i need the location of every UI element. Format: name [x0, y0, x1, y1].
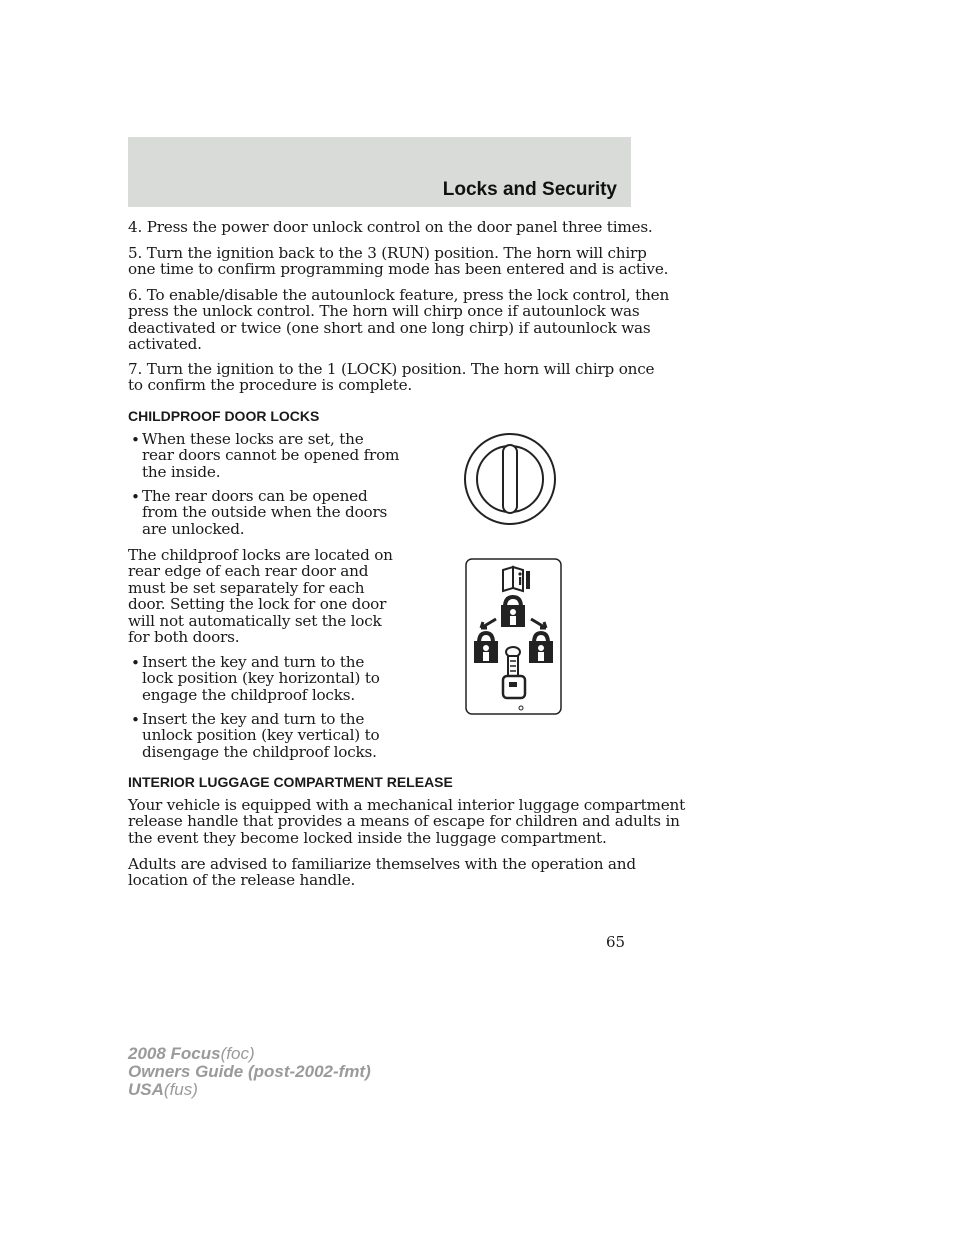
- bullet-marker: •: [131, 654, 140, 672]
- bullet-marker: •: [131, 431, 140, 449]
- childproof-lock-knob-icon: [463, 432, 557, 526]
- childproof-bullet-4: Insert the key and turn to the unlock position (key vertical) to disengage the childproof locks.: [142, 710, 380, 761]
- childproof-bullet-2: The rear doors can be opened from the outside when the doors are unlocked.: [142, 487, 388, 538]
- childproof-lock-label-icon: [465, 558, 562, 715]
- childproof-paragraph: The childproof locks are located on rear edge of each rear door and must be set separately for each door. Setting the lock for one door will not automatically set the lock for both doors.: [128, 546, 393, 647]
- footer-market-line: USA(fus): [128, 1080, 198, 1099]
- step-4: 4. Press the power door unlock control on the door panel three times.: [128, 218, 653, 236]
- bullet-marker: •: [131, 488, 140, 506]
- footer-model-line: 2008 Focus(foc): [128, 1044, 255, 1063]
- luggage-heading: INTERIOR LUGGAGE COMPARTMENT RELEASE: [128, 774, 453, 790]
- childproof-bullet-1: When these locks are set, the rear doors cannot be opened from the inside.: [142, 430, 400, 481]
- luggage-paragraph-1: Your vehicle is equipped with a mechanical interior luggage compartment release handle that provides a means of escape for children and adults in the event they become locked inside the luggage compartment.: [128, 796, 685, 847]
- childproof-bullet-3: Insert the key and turn to the lock position (key horizontal) to engage the childproof locks.: [142, 653, 380, 704]
- bullet-marker: •: [131, 711, 140, 729]
- luggage-paragraph-2: Adults are advised to familiarize themselves with the operation and location of the release handle.: [128, 855, 636, 890]
- step-5: 5. Turn the ignition back to the 3 (RUN) position. The horn will chirp one time to confirm programming mode has been entered and is active.: [128, 244, 669, 279]
- step-6: 6. To enable/disable the autounlock feature, press the lock control, then press the unlock control. The horn will chirp once if autounlock was deactivated or twice (one short and one long chirp) if autounlock was activated.: [128, 286, 670, 354]
- step-7: 7. Turn the ignition to the 1 (LOCK) position. The horn will chirp once to confirm the procedure is complete.: [128, 360, 655, 395]
- section-title: Locks and Security: [442, 179, 617, 200]
- childproof-heading: CHILDPROOF DOOR LOCKS: [128, 408, 320, 424]
- page-number: 65: [606, 933, 626, 951]
- footer-guide-line: Owners Guide (post-2002-fmt): [128, 1062, 371, 1081]
- section-header-band: [128, 137, 631, 207]
